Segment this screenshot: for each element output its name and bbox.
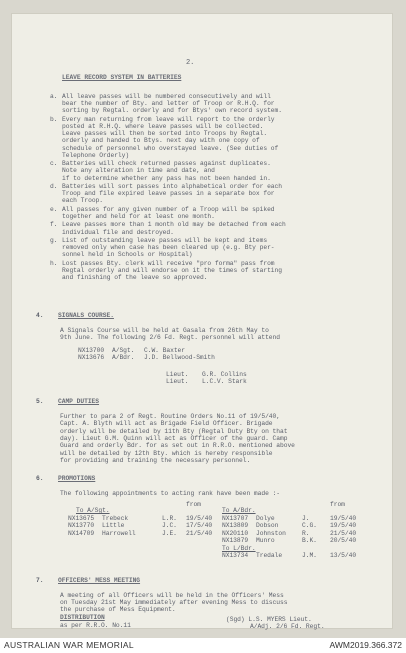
- document-page: [12, 14, 392, 628]
- promo-name: Harrowell: [102, 529, 136, 537]
- promo-init: J.M.: [302, 552, 317, 559]
- page-number: 2.: [186, 59, 195, 67]
- footer-bar: [0, 638, 406, 653]
- promo-no: NX13770: [68, 522, 95, 530]
- footer-credit: AUSTRALIAN WAR MEMORIAL: [4, 640, 134, 650]
- section-5-number: 5.: [36, 398, 44, 405]
- attendee-rank: A/Bdr.: [112, 354, 135, 361]
- signals-line: A Signals Course will be held at Gasala from 26th May to: [60, 327, 269, 334]
- mess-line: on Tuesday 21st May immediately after evening Mess to discuss: [60, 599, 288, 606]
- promo-init: J.E.: [162, 529, 177, 537]
- camp-line: orderly will be detailed by 11th Bty (Regtal Duty Bty on that: [60, 427, 288, 435]
- promo-date: 17/5/40: [186, 522, 213, 530]
- promo-name: Dobson: [256, 522, 279, 530]
- camp-line: will be detailed by 12th Bty. which is hereby responsible: [60, 449, 273, 457]
- leave-item-line: Lost passes Bty. clerk will receive "pro forma" pass from: [62, 259, 275, 267]
- promo-no: NX14709: [68, 529, 95, 537]
- leave-item-line: Batteries will sort passes into alphabetical order for each: [62, 183, 282, 190]
- leave-item-line: sorting by Regtal. orderly and for Btys' own record system.: [62, 107, 282, 115]
- leave-item-line: sonnel held in Schools or Hospital): [62, 251, 193, 259]
- promo-date: 19/5/40: [330, 515, 357, 522]
- promo-init: B.K.: [302, 537, 317, 545]
- leave-item-line: individual file and destroyed.: [62, 228, 174, 236]
- signals-line: 9th June. The following 2/6 Fd. Regt. personnel will attend: [60, 334, 280, 341]
- promo-date: 21/5/40: [330, 529, 357, 537]
- attendee-name: J.D. Bellwood-Smith: [144, 354, 215, 361]
- promo-date: 13/5/40: [330, 552, 357, 559]
- distribution-heading: DISTRIBUTION: [60, 614, 105, 621]
- leave-item-letter: h.: [50, 259, 58, 267]
- camp-line: Guard and orderly Bdr. for as set out in R.R.O. mentioned above: [60, 442, 295, 450]
- leave-heading: LEAVE RECORD SYSTEM IN BATTERIES: [62, 74, 182, 81]
- col-header-from: from: [186, 501, 201, 508]
- signature-title: A/Adj. 2/6 Fd. Regt.: [250, 623, 325, 630]
- leave-item-letter: a.: [50, 93, 58, 100]
- leave-item-line: Batteries will check returned passes against duplicates.: [62, 160, 271, 168]
- camp-line: for providing and training the necessary personnel.: [60, 456, 251, 464]
- camp-line: day). Lieut G.M. Quinn will act as Officer of the guard. Camp: [60, 434, 288, 442]
- leave-item-line: Every man returning from leave will report to the orderly: [62, 115, 275, 123]
- leave-item-line: bear the number of Bty. and letter of Troop or R.H.Q. for: [62, 100, 275, 108]
- mess-heading: OFFICERS' MESS MEETING: [58, 577, 141, 584]
- section-4-number: 4.: [36, 312, 44, 319]
- mess-line: the purchase of Mess Equipment.: [60, 606, 176, 613]
- promo-no: NX20110: [222, 529, 249, 537]
- col-header-left: To A/Sgt.: [76, 507, 110, 514]
- promo-init: J.: [302, 515, 310, 522]
- signals-heading: SIGNALS COURSE.: [58, 312, 114, 319]
- col-header-right: To A/Bdr.: [222, 507, 256, 514]
- camp-line: Capt. A. Blyth will act as Brigade Field Officer. Brigade: [60, 420, 273, 428]
- leave-item-line: Troop and file expired leave passes in a separate box for: [62, 190, 275, 198]
- leave-item-line: All leave passes will be numbered consecutively and will: [62, 93, 271, 100]
- leave-item-line: Leave passes will then be sorted into Troops by Regtal.: [62, 130, 268, 138]
- leave-item-line: orderly and handed to Btys. next day with one copy of: [62, 137, 260, 145]
- leave-item-letter: d.: [50, 183, 58, 190]
- leave-item-letter: f.: [50, 221, 58, 229]
- promotions-intro: The following appointments to acting rank have been made :-: [60, 490, 280, 497]
- leave-item-line: posted at R.H.Q. where leave passes will be collected.: [62, 123, 264, 130]
- promo-no: NX13809: [222, 522, 249, 530]
- promo-name: Johnston: [256, 529, 286, 537]
- officer-rank: Lieut.: [166, 378, 189, 385]
- promo-init: R.: [302, 529, 310, 537]
- attendee-no: NX13700: [78, 347, 105, 354]
- distribution-text: as per R.R.O. No.11: [60, 622, 131, 629]
- leave-item-line: Telephone Orderly): [62, 151, 130, 159]
- leave-item-line: each Troop.: [62, 197, 104, 205]
- promo-init: J.C.: [162, 522, 177, 530]
- officer-rank: Lieut.: [166, 371, 189, 378]
- leave-item-letter: b.: [50, 115, 58, 123]
- promo-init: C.G.: [302, 522, 317, 530]
- leave-item-line: Leave passes more than 1 month old may be detached from each: [62, 221, 286, 229]
- promo-no: NX13734: [222, 552, 249, 559]
- promo-date: 19/5/40: [186, 515, 213, 522]
- leave-item-line: All passes for any given number of a Troop will be spiked: [62, 205, 275, 213]
- leave-item-line: if to determine whether any pass has not been handed in.: [62, 174, 271, 182]
- promo-date: 20/5/40: [330, 537, 357, 545]
- promo-name: Dolye: [256, 515, 275, 522]
- leave-item-line: together and held for at least one month.: [62, 213, 215, 220]
- leave-item-line: Regtal orderly and will endorse on it the times of starting: [62, 267, 282, 274]
- promo-no: NX13675: [68, 515, 95, 522]
- leave-item-letter: c.: [50, 160, 58, 168]
- col-header-from2: from: [330, 501, 345, 508]
- section-7-number: 7.: [36, 577, 44, 584]
- attendee-name: C.W. Baxter: [144, 347, 186, 354]
- footer-accession: AWM2019.366.372: [329, 640, 402, 650]
- leave-item-letter: g.: [50, 237, 58, 244]
- attendee-no: NX13676: [78, 354, 105, 361]
- promo-name: Munro: [256, 537, 275, 545]
- camp-heading: CAMP DUTIES: [58, 398, 100, 405]
- promo-no: NX13879: [222, 537, 249, 545]
- leave-item-line: removed only when case has been cleared up (e.g. Bty per-: [62, 244, 275, 252]
- promo-no: NX13707: [222, 515, 249, 522]
- camp-line: Further to para 2 of Regt. Routine Orders No.11 of 19/5/40,: [60, 413, 280, 420]
- document-body: [12, 14, 392, 628]
- promo-name: Tredale: [256, 552, 283, 559]
- promo-name: Trebeck: [102, 515, 129, 522]
- promo-date: 19/5/40: [330, 522, 357, 530]
- leave-item-line: Note any alteration in time and date, and: [62, 167, 215, 175]
- attendee-rank: A/Sgt.: [112, 347, 135, 354]
- promo-date: 21/5/40: [186, 529, 213, 537]
- promo-subheader: To L/Bdr.: [222, 544, 256, 552]
- signature: (Sgd) L.S. MYERS Lieut.: [226, 616, 312, 623]
- leave-item-letter: e.: [50, 205, 58, 213]
- promo-name: Little: [102, 522, 125, 530]
- promotions-heading: PROMOTIONS: [58, 475, 96, 482]
- section-6-number: 6.: [36, 475, 44, 482]
- mess-line: A meeting of all Officers will be held in the Officers' Mess: [60, 592, 284, 599]
- leave-item-line: schedule of personnel who overstayed leave. (See duties of: [62, 144, 279, 152]
- promo-init: L.R.: [162, 515, 177, 522]
- officer-name: G.R. Collins: [202, 371, 247, 378]
- leave-item-line: and finishing of the leave so approved.: [62, 274, 208, 282]
- officer-name: L.C.V. Stark: [202, 378, 247, 385]
- leave-item-line: List of outstanding leave passes will be kept and items: [62, 237, 268, 244]
